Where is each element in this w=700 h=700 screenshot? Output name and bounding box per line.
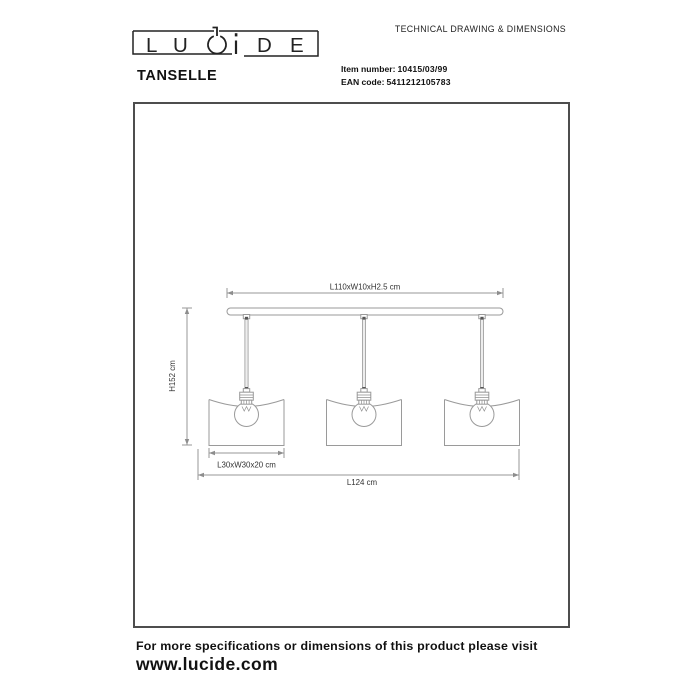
dim-label-total: L124 cm: [346, 478, 378, 487]
product-name: TANSELLE: [137, 68, 218, 84]
dim-label-bar: L110xW10xH2.5 cm: [329, 282, 401, 292]
ean-code-label: EAN code:: [341, 77, 385, 87]
logo-letter-i-icon: [235, 33, 238, 54]
dim-label-height: H152 cm: [168, 360, 177, 392]
footer: [136, 639, 538, 675]
pendant-lamp-center: [327, 315, 402, 446]
dimension-bar-length: [227, 283, 503, 299]
ean-code-row: [341, 76, 451, 89]
footer-url: www.lucide.com: [136, 654, 279, 674]
pendant-lamp-left: [209, 315, 284, 446]
pendant-lamp-right: [445, 315, 520, 446]
technical-drawing: [135, 104, 568, 626]
technical-drawing-frame: [133, 102, 570, 628]
page-type-label: TECHNICAL DRAWING & DIMENSIONS: [394, 24, 566, 34]
logo-letter-d: D: [257, 34, 272, 57]
item-number-value: 10415/03/99: [397, 64, 448, 74]
item-number-row: [341, 63, 451, 76]
item-info: [341, 63, 451, 89]
brand-logo: [131, 16, 323, 60]
logo-letter-u: U: [173, 34, 188, 57]
dim-label-shade: L30xW30x20 cm: [217, 460, 276, 470]
footer-note: For more specifications or dimensions of this product please visit: [136, 639, 538, 653]
ean-code-value: 5411212105783: [386, 77, 451, 87]
logo-letter-e: E: [290, 34, 304, 57]
dimension-shade: [209, 448, 284, 470]
brand-logo-graphic: [131, 16, 323, 60]
item-number-label: Item number:: [341, 64, 396, 74]
logo-letter-l: L: [146, 34, 158, 57]
ceiling-bar: [227, 308, 503, 315]
dimension-height: [168, 308, 192, 445]
